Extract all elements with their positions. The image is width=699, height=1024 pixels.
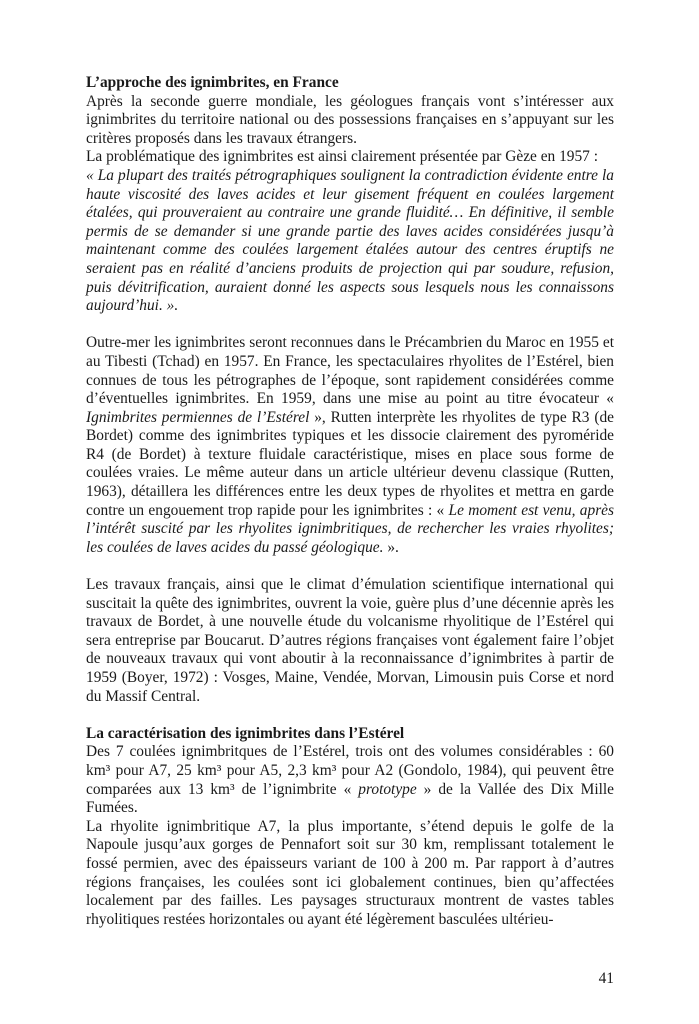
paragraph-coulees-volumes [86, 743, 614, 817]
geze-quote: « La plupart des traités pétrographiques soulignent la contradiction évidente entre la haute viscosité des laves acides et leur gisement fréquent en coulées largement étalées, qui prouveraient au contraire une grande fluidité… En définitive, il semble permis de se demander si une grande partie des laves acides considérées jusqu’à maintenant comme des coulées largement étalées autour des centres éruptifs ne seraient pas en réalité d’anciens produits de projection qui par soudure, refusion, puis dévitrification, auraient donné les aspects sous lesquels nous les connaissons aujourd’hui. ». [86, 166, 614, 315]
paragraph-geze-intro: La problématique des ignimbrites est ainsi clairement présentée par Gèze en 1957 : [86, 148, 598, 166]
paragraph-gap [86, 316, 614, 335]
paragraph-post-war: Après la seconde guerre mondiale, les géologues français vont s’intéresser aux ignimbrites du territoire national ou des possessions françaises en s’appuyant sur les critères proposés dans les travaux étrangers. [86, 92, 614, 147]
paragraph-gap [86, 557, 614, 576]
paragraph-outre-mer-part-1: Outre-mer les ignimbrites seront reconnues dans le Précambrien du Maroc en 1955 et au Tibesti (Tchad) en 1957. En France, les spectaculaires rhyolites de l’Estérel, bien connues de tous les pétrographes de l’époque, sont rapidement considérées comme d’éventuelles ignimbrites. En 1959, dans une mise au point au titre évocateur « [86, 334, 614, 408]
prototype-term: prototype [358, 780, 417, 798]
paragraph-coulees-part-1: Des 7 coulées ignimbritques de l’Estérel, trois ont des volumes considérables : 60 km³ pour A7, 25 km³ pour A5, 2,3 km³ pour A2 (Gondolo, 1984), qui peuvent être comparées aux 13 km³ de l’ignimbrite « [86, 743, 614, 798]
paragraph-gap [86, 706, 614, 725]
paragraph-outre-mer-part-2: », Rutten interprète les rhyolites de type R3 (de Bordet) comme des ignimbrites typiques et les dissocie clairement des pyroméride R4 (de Bordet) à texture fluidale caractéristique, mises en place sous forme de coulées vraies. Le même auteur dans un article ultérieur devenu classique (Rutten, 1963), détaillera les différences entre les deux types de rhyolites et mettra en garde contre un engouement trop rapide pour les ignimbrites : « [86, 408, 614, 519]
rutten-title: Ignimbrites permiennes de l’Estérel [86, 408, 310, 426]
paragraph-coulees-part-2: » de la Vallée des Dix Mille Fumées. [86, 780, 614, 817]
body-text [86, 74, 614, 929]
page-number: 41 [598, 970, 614, 987]
paragraph-travaux-francais: Les travaux français, ainsi que le climat d’émulation scientifique international qui suscitait la quête des ignimbrites, ouvrent la voie, guère plus d’une décennie après les travaux de Bordet, à une nouvelle étude du volcanisme rhyolitique de l’Estérel qui sera entreprise par Boucarut. D’autres régions françaises vont également faire l’objet de nouveaux travaux qui vont aboutir à la reconnaissance d’ignimbrites à partir de 1959 (Boyer, 1972) : Vosges, Maine, Vendée, Morvan, Limousin puis Corse et nord du Massif Central. [86, 576, 614, 705]
section-heading-approach-france: L’approche des ignimbrites, en France [86, 74, 339, 91]
rutten-quote: Le moment est venu, après l’intérêt suscité par les rhyolites ignimbritiques, de rechercher les vraies rhyolites; les coulées de laves acides du passé géologique. [86, 501, 614, 556]
section-heading-characterisation: La caractérisation des ignimbrites dans l’Estérel [86, 724, 405, 742]
paragraph-outre-mer [86, 334, 614, 557]
paragraph-rhyolite-a7: La rhyolite ignimbritique A7, la plus importante, s’étend depuis le golfe de la Napoule jusqu’aux gorges de Pennafort soit sur 30 km, remplissant totalement le fossé permien, avec des épaisseurs variant de 100 à 200 m. Par rapport à d’autres régions françaises, les coulées sont ici globalement continues, bien qu’affectées localement par des failles. Les paysages structuraux montrent de vastes tables rhyolitiques restées horizontales ou ayant été légèrement basculées ultérieu- [86, 817, 614, 928]
paragraph-outre-mer-part-3: ». [383, 538, 399, 556]
